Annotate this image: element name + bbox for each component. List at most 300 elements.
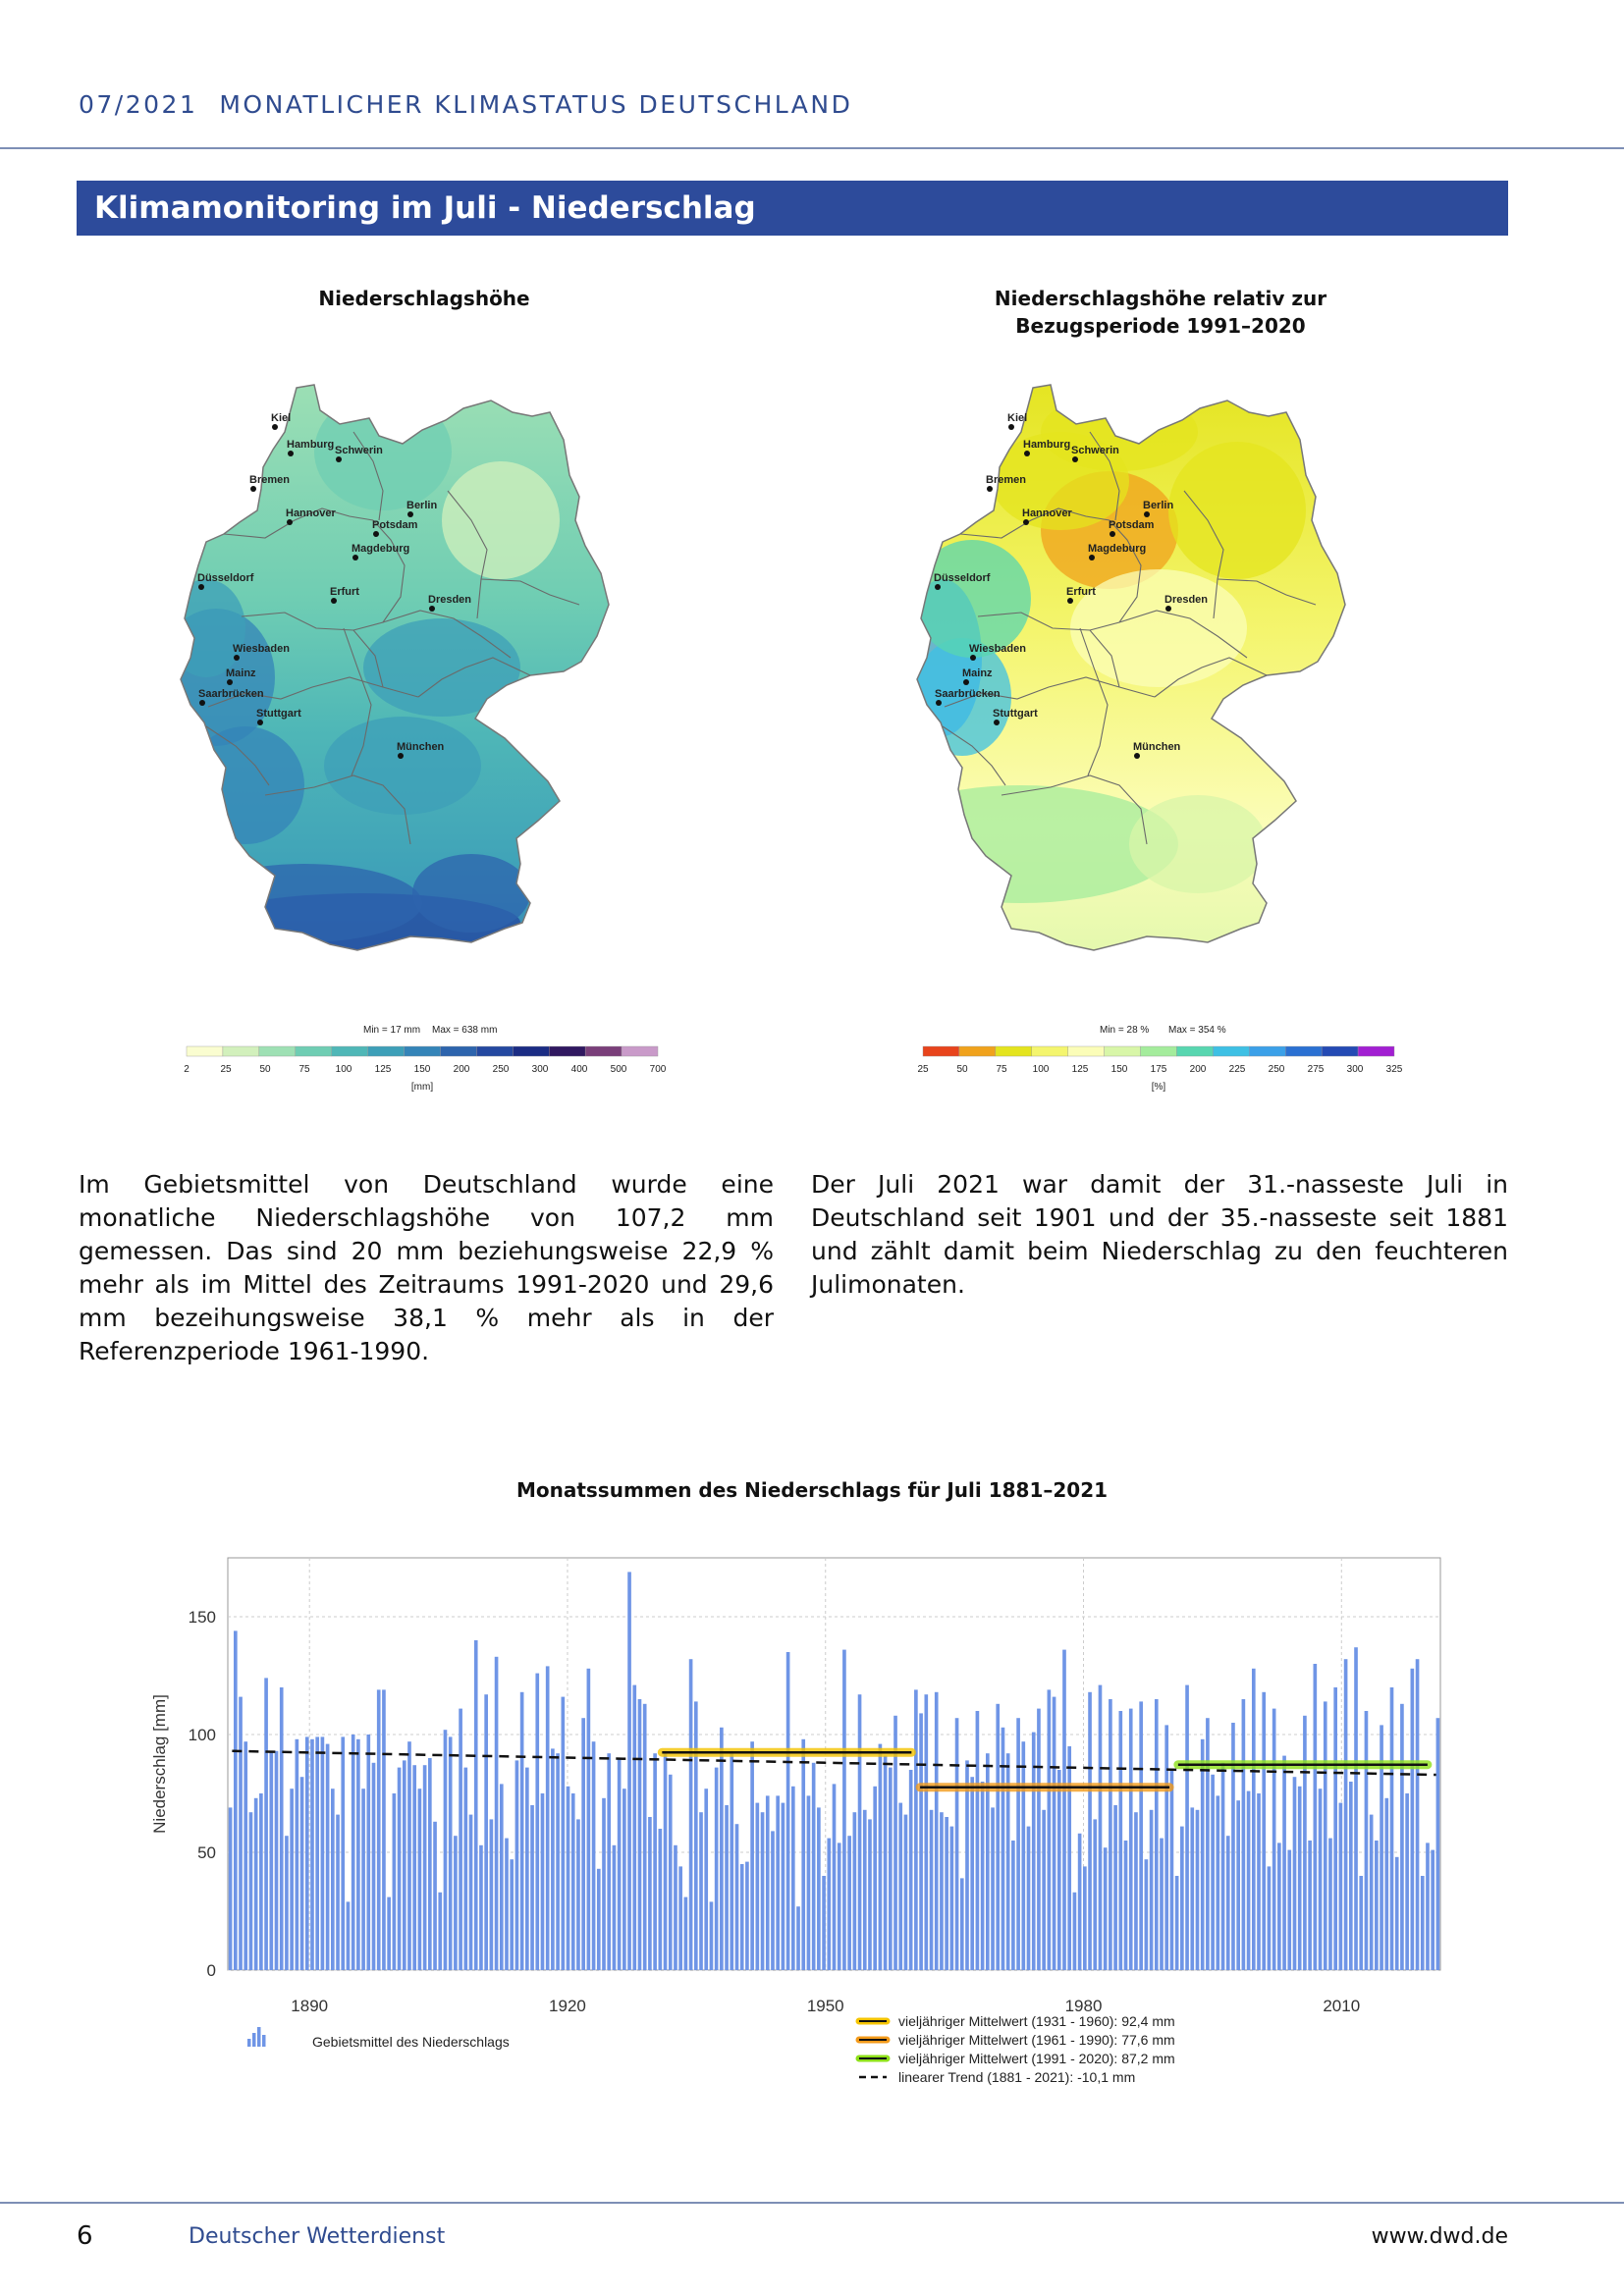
precip-bar <box>254 1798 258 1970</box>
precip-bar <box>576 1819 580 1970</box>
L-city-dot <box>250 486 256 492</box>
map-right-title-line2: Bezugsperiode 1991–2020 <box>1015 314 1306 338</box>
precip-bar <box>694 1701 698 1970</box>
precip-bar <box>372 1763 376 1970</box>
precip-bar <box>607 1753 611 1970</box>
precip-bar <box>597 1869 601 1970</box>
precip-bar <box>1053 1697 1056 1970</box>
legend-trend-label: linearer Trend (1881 - 2021): -10,1 mm <box>898 2069 1136 2085</box>
precip-bar <box>868 1819 872 1970</box>
precip-bar <box>229 1807 233 1970</box>
precip-bar <box>403 1760 406 1970</box>
text-left: Im Gebietsmittel von Deutschland wurde eine monatliche Niederschlagshöhe von 107,2 mm gemessen. Das sind 20 mm beziehungsweise 22,9 % mehr als im Mittel des Zeitraums 1991-2020 und 29,6 mm bezeihungsweise 38,1 % mehr als in der Referenzperiode 1961-1990. <box>79 1170 774 1365</box>
precip-bar <box>970 1777 974 1970</box>
R-city-dot <box>987 486 993 492</box>
L-region-patch <box>442 461 560 579</box>
L-city-dot <box>234 655 240 661</box>
precip-bar <box>981 1782 985 1970</box>
precip-bar <box>1359 1876 1363 1970</box>
legend-mean-label: vieljähriger Mittelwert (1991 - 2020): 87,2 mm <box>898 2051 1175 2066</box>
precip-bar <box>756 1803 760 1970</box>
precip-bar <box>352 1735 355 1970</box>
precip-bar <box>331 1789 335 1970</box>
precip-bar <box>898 1803 902 1970</box>
precip-bar <box>459 1709 462 1970</box>
R-city-dot <box>994 720 1000 725</box>
L-city-dot <box>429 606 435 612</box>
precip-bar <box>341 1736 345 1970</box>
R-legend-swatch <box>1322 1046 1358 1056</box>
L-city-label: Schwerin <box>335 445 383 456</box>
precip-bar <box>1206 1718 1210 1970</box>
L-legend-swatch <box>476 1046 513 1056</box>
precip-bar <box>1104 1847 1108 1970</box>
precip-bar <box>469 1815 473 1970</box>
text-right: Der Juli 2021 war damit der 31.-nasseste Juli in Deutschland seit 1901 und der 35.-nasseste seit 1881 und zählt damit beim Niederschlag zu den feuchteren Julimonaten. <box>811 1170 1508 1299</box>
R-legend-tick: 25 <box>917 1064 929 1075</box>
R-city-dot <box>1072 456 1078 462</box>
R-city-dot <box>1089 555 1095 561</box>
precip-bar <box>796 1906 800 1970</box>
precip-bar <box>884 1756 888 1970</box>
precip-bar <box>1395 1857 1399 1970</box>
precip-bar <box>321 1736 325 1970</box>
precip-bar <box>950 1827 954 1970</box>
R-city-dot <box>1110 531 1115 537</box>
precip-bar <box>847 1836 851 1970</box>
L-legend-tick: 300 <box>531 1064 549 1075</box>
R-city-dot <box>1165 606 1171 612</box>
precip-bar <box>1242 1699 1246 1970</box>
precip-bar <box>1042 1810 1046 1970</box>
precip-bar <box>495 1657 499 1970</box>
precip-bar <box>1139 1701 1143 1970</box>
R-legend-swatch <box>1141 1046 1177 1056</box>
R-legend-tick: 200 <box>1189 1064 1207 1075</box>
precip-bar <box>945 1817 948 1970</box>
precip-bar <box>264 1678 268 1970</box>
R-legend-swatch <box>1068 1046 1105 1056</box>
precip-bar <box>648 1817 652 1970</box>
precip-bar <box>407 1741 411 1970</box>
footer-rule <box>0 2202 1624 2204</box>
precip-bar <box>782 1803 785 1970</box>
L-legend-swatch <box>368 1046 405 1056</box>
precip-bar <box>412 1765 416 1970</box>
precip-bar <box>1088 1692 1092 1970</box>
precip-bar <box>418 1789 422 1970</box>
precip-bar <box>1011 1841 1015 1970</box>
L-region-patch <box>412 854 530 933</box>
R-legend-swatch <box>923 1046 959 1056</box>
precip-bar <box>505 1839 509 1970</box>
L-legend-swatch <box>223 1046 259 1056</box>
R-city-dot <box>1008 424 1014 430</box>
precip-bar <box>1287 1850 1291 1970</box>
section-title: Klimamonitoring im Juli - Niederschlag <box>77 181 1508 236</box>
precip-bar <box>571 1793 575 1970</box>
precip-bar <box>833 1784 837 1970</box>
R-city-label: Magdeburg <box>1088 543 1147 555</box>
legend-bar-icon <box>262 2035 266 2047</box>
L-legend-tick: 200 <box>453 1064 470 1075</box>
x-tick-label: 1980 <box>1064 1997 1103 2015</box>
precip-bar <box>1375 1841 1379 1970</box>
L-legend-max: Max = 638 mm <box>432 1025 498 1036</box>
precip-bar <box>275 1751 279 1970</box>
precip-bar <box>827 1839 831 1970</box>
precip-bar <box>1037 1709 1041 1970</box>
L-legend-tick: 125 <box>374 1064 392 1075</box>
precip-bar <box>1160 1839 1164 1970</box>
precip-bar <box>326 1744 330 1970</box>
precipitation-anomaly-map <box>884 373 1414 1021</box>
precip-bar <box>1062 1650 1066 1970</box>
R-city-label: Bremen <box>986 474 1026 486</box>
precip-bar <box>1349 1782 1353 1970</box>
precip-bar <box>315 1736 319 1970</box>
L-city-dot <box>407 511 413 517</box>
precip-bar <box>991 1807 995 1970</box>
precip-bar <box>300 1777 304 1970</box>
precip-bar <box>879 1744 883 1970</box>
precip-bar <box>423 1765 427 1970</box>
chart-title: Monatssummen des Niederschlags für Juli 1881–2021 <box>515 1478 1109 1502</box>
precip-bar <box>842 1650 846 1970</box>
precip-bar <box>623 1789 626 1970</box>
header-title: MONATLICHER KLIMASTATUS DEUTSCHLAND <box>219 90 853 119</box>
L-city-label: Erfurt <box>330 586 359 598</box>
map-right-legend <box>913 1017 1424 1095</box>
R-legend-tick: 300 <box>1346 1064 1364 1075</box>
map-right-title <box>905 285 1416 340</box>
precip-bar <box>592 1741 596 1970</box>
L-region-patch <box>187 726 304 844</box>
precip-bar <box>1344 1659 1348 1970</box>
precip-bar <box>581 1718 585 1970</box>
precip-bar <box>1411 1669 1415 1970</box>
precip-bar <box>653 1753 657 1970</box>
precip-bar <box>1216 1795 1219 1970</box>
R-city-label: Berlin <box>1143 500 1174 511</box>
precip-bar <box>1431 1850 1435 1970</box>
precip-bar <box>955 1718 959 1970</box>
legend-bar-icon <box>247 2039 251 2047</box>
precip-bar <box>1073 1893 1077 1970</box>
L-city-label: München <box>397 741 445 753</box>
precip-bar <box>1247 1791 1251 1970</box>
precip-bar <box>771 1831 775 1970</box>
precip-bar <box>863 1810 867 1970</box>
R-city-dot <box>935 584 941 590</box>
precip-bar <box>1262 1692 1266 1970</box>
L-legend-swatch <box>549 1046 585 1056</box>
precip-bar <box>382 1689 386 1970</box>
R-city-dot <box>1134 753 1140 759</box>
precip-bar <box>463 1768 467 1970</box>
precip-bar <box>484 1694 488 1970</box>
precip-bar <box>1257 1793 1261 1970</box>
R-legend-swatch <box>1176 1046 1213 1056</box>
R-legend-tick: 275 <box>1307 1064 1325 1075</box>
precip-bar <box>873 1787 877 1970</box>
precip-bar <box>1221 1763 1225 1970</box>
precip-bar <box>745 1862 749 1970</box>
precip-bar <box>1308 1841 1312 1970</box>
precip-bar <box>710 1901 714 1970</box>
precip-bar <box>1196 1810 1200 1970</box>
precip-bar <box>730 1751 733 1970</box>
precip-bar <box>632 1685 636 1970</box>
legend-bar-label: Gebietsmittel des Niederschlags <box>312 2034 510 2050</box>
website-url: www.dwd.de <box>1371 2224 1508 2249</box>
precip-bar <box>853 1812 857 1970</box>
L-city-label: Hannover <box>286 507 336 519</box>
R-legend-swatch <box>1285 1046 1322 1056</box>
precip-bar <box>750 1741 754 1970</box>
R-legend-swatch <box>996 1046 1032 1056</box>
L-legend-tick: 500 <box>610 1064 627 1075</box>
precip-bar <box>244 1741 247 1970</box>
y-axis-label: Niederschlag [mm] <box>150 1694 169 1834</box>
map-left-title: Niederschlagshöhe <box>318 287 530 310</box>
R-legend-tick: 125 <box>1071 1064 1089 1075</box>
R-city-dot <box>1144 511 1150 517</box>
precip-bar <box>1129 1709 1133 1970</box>
R-legend-swatch <box>1213 1046 1249 1056</box>
L-legend-swatch <box>622 1046 658 1056</box>
L-legend-swatch <box>296 1046 332 1056</box>
R-legend-min: Min = 28 % <box>1100 1025 1150 1036</box>
L-legend-tick: 250 <box>492 1064 510 1075</box>
L-city-label: Dresden <box>428 594 472 606</box>
L-legend-tick: 50 <box>259 1064 271 1075</box>
R-city-label: Potsdam <box>1109 519 1155 531</box>
L-legend-swatch <box>332 1046 368 1056</box>
precip-bar <box>1324 1701 1327 1970</box>
precip-bar <box>1384 1798 1388 1970</box>
precip-bar <box>965 1760 969 1970</box>
L-city-dot <box>199 700 205 706</box>
L-city-dot <box>398 753 404 759</box>
precip-bar <box>1180 1827 1184 1970</box>
L-region-patch <box>324 717 481 815</box>
precip-bar <box>285 1836 289 1970</box>
R-legend-unit: [%] <box>1151 1082 1166 1093</box>
L-legend-swatch <box>440 1046 476 1056</box>
legend-bar-icon <box>252 2033 256 2047</box>
L-city-dot <box>288 451 294 456</box>
L-legend-tick: 75 <box>298 1064 310 1075</box>
precip-bar <box>659 1829 663 1970</box>
R-city-label: Erfurt <box>1066 586 1096 598</box>
L-legend-swatch <box>259 1046 296 1056</box>
precip-bar <box>366 1735 370 1970</box>
page-header <box>79 90 852 119</box>
precip-bar <box>561 1697 565 1970</box>
precip-bar <box>1400 1704 1404 1970</box>
R-legend-swatch <box>1358 1046 1394 1056</box>
L-city-label: Hamburg <box>287 439 335 451</box>
precip-bar <box>510 1859 514 1970</box>
y-tick-label: 50 <box>197 1843 216 1862</box>
L-legend-unit: [mm] <box>410 1082 434 1093</box>
R-city-dot <box>1067 598 1073 604</box>
precip-bar <box>776 1795 780 1970</box>
precip-bar <box>546 1666 550 1970</box>
R-city-label: Mainz <box>962 667 993 679</box>
precip-bar <box>638 1699 642 1970</box>
L-city-label: Bremen <box>249 474 290 486</box>
x-tick-label: 2010 <box>1323 1997 1361 2015</box>
legend-mean-label: vieljähriger Mittelwert (1961 - 1990): 77,6 mm <box>898 2032 1175 2048</box>
precip-bar <box>740 1864 744 1970</box>
precip-bar <box>1226 1836 1230 1970</box>
precip-bar <box>1319 1789 1323 1970</box>
precip-bar <box>310 1739 314 1970</box>
precip-bar <box>684 1897 688 1970</box>
precip-bar <box>1109 1699 1112 1970</box>
precip-bar <box>1145 1859 1149 1970</box>
precip-bar <box>1328 1839 1332 1970</box>
precip-bar <box>1236 1800 1240 1970</box>
precip-bar <box>587 1669 591 1970</box>
L-legend-swatch <box>405 1046 441 1056</box>
map-left-legend <box>177 1017 687 1095</box>
R-city-dot <box>1023 519 1029 525</box>
precip-bar <box>761 1812 765 1970</box>
precip-bar <box>1272 1709 1276 1970</box>
L-city-label: Kiel <box>271 412 292 424</box>
R-city-dot <box>1024 451 1030 456</box>
precip-bar <box>699 1812 703 1970</box>
precip-bar <box>786 1652 790 1970</box>
y-tick-label: 0 <box>206 1961 216 1980</box>
L-city-label: Potsdam <box>372 519 418 531</box>
L-city-dot <box>198 584 204 590</box>
precip-bar <box>515 1760 519 1970</box>
precip-bar <box>822 1876 826 1970</box>
L-city-dot <box>257 720 263 725</box>
precip-bar <box>904 1815 908 1970</box>
precip-bar <box>715 1768 719 1970</box>
precip-bar <box>280 1687 284 1970</box>
precip-bar <box>567 1787 570 1970</box>
L-legend-swatch <box>513 1046 549 1056</box>
R-legend-tick: 50 <box>956 1064 968 1075</box>
R-city-label: Kiel <box>1007 412 1028 424</box>
L-city-label: Düsseldorf <box>197 572 254 584</box>
precip-bar <box>1436 1718 1440 1970</box>
precip-bar <box>1231 1723 1235 1970</box>
precip-bar <box>1093 1819 1097 1970</box>
precip-bar <box>858 1694 862 1970</box>
L-city-dot <box>227 679 233 685</box>
precip-bar <box>674 1845 677 1970</box>
precip-bar <box>1211 1775 1215 1970</box>
precip-bar <box>801 1739 805 1970</box>
R-city-label: Düsseldorf <box>934 572 991 584</box>
R-city-label: Saarbrücken <box>935 688 1001 700</box>
L-city-dot <box>287 519 293 525</box>
x-tick-label: 1890 <box>291 1997 329 2015</box>
precip-bar <box>1057 1770 1061 1970</box>
map-right-title-line1: Niederschlagshöhe relativ zur <box>994 287 1327 310</box>
precip-bar <box>269 1751 273 1970</box>
precip-bar <box>336 1815 340 1970</box>
precipitation-map <box>147 373 677 1021</box>
precip-bar <box>535 1674 539 1970</box>
precip-bar <box>1124 1841 1128 1970</box>
R-legend-tick: 325 <box>1385 1064 1403 1075</box>
R-legend-tick: 75 <box>996 1064 1007 1075</box>
L-region-patch <box>167 579 245 677</box>
R-legend-max: Max = 354 % <box>1168 1025 1226 1036</box>
R-region-patch <box>1129 795 1267 893</box>
R-city-label: Hamburg <box>1023 439 1071 451</box>
precip-bar <box>1078 1834 1082 1970</box>
precip-bar <box>290 1789 294 1970</box>
precip-bar <box>720 1728 724 1970</box>
precip-bar <box>791 1787 795 1970</box>
R-city-label: Wiesbaden <box>969 643 1026 655</box>
precip-bar <box>490 1819 494 1970</box>
precip-bar <box>361 1789 365 1970</box>
precip-bar <box>935 1692 939 1970</box>
R-legend-swatch <box>1032 1046 1068 1056</box>
precip-bar <box>1118 1711 1122 1970</box>
R-city-dot <box>936 700 942 706</box>
precip-bar <box>1314 1664 1318 1970</box>
precip-bar <box>689 1659 693 1970</box>
L-city-label: Stuttgart <box>256 708 301 720</box>
precip-bar <box>1390 1687 1394 1970</box>
precip-bar <box>1201 1739 1205 1970</box>
precip-bar <box>1113 1805 1117 1970</box>
precip-bar <box>618 1758 622 1970</box>
precip-bar <box>541 1793 545 1970</box>
R-legend-swatch <box>1105 1046 1141 1056</box>
precip-bar <box>530 1805 534 1970</box>
x-tick-label: 1950 <box>806 1997 844 2015</box>
precip-bar <box>1083 1866 1087 1970</box>
precip-bar <box>909 1770 913 1970</box>
precip-bar <box>387 1897 391 1970</box>
legend-mean-label: vieljähriger Mittelwert (1931 - 1960): 92,4 mm <box>898 2013 1175 2029</box>
precip-bar <box>1252 1669 1256 1970</box>
precip-bar <box>428 1758 432 1970</box>
precip-bar <box>444 1730 448 1970</box>
precip-bar <box>525 1768 529 1970</box>
precip-bar <box>1416 1659 1420 1970</box>
precip-bar <box>725 1805 729 1970</box>
R-city-label: Hannover <box>1022 507 1072 519</box>
y-tick-label: 150 <box>188 1608 216 1627</box>
header-issue: 07/2021 <box>79 90 198 119</box>
precip-bar <box>996 1704 1000 1970</box>
R-region-patch <box>1168 442 1306 579</box>
precip-bar <box>454 1836 458 1970</box>
y-tick-label: 100 <box>188 1726 216 1744</box>
precip-bar <box>766 1795 770 1970</box>
L-legend-tick: 700 <box>649 1064 667 1075</box>
R-city-dot <box>970 655 976 661</box>
R-city-label: München <box>1133 741 1181 753</box>
precip-bar <box>613 1845 617 1970</box>
precipitation-bar-chart <box>137 1546 1463 2135</box>
precip-bar <box>347 1901 351 1970</box>
precip-bar <box>1365 1711 1369 1970</box>
